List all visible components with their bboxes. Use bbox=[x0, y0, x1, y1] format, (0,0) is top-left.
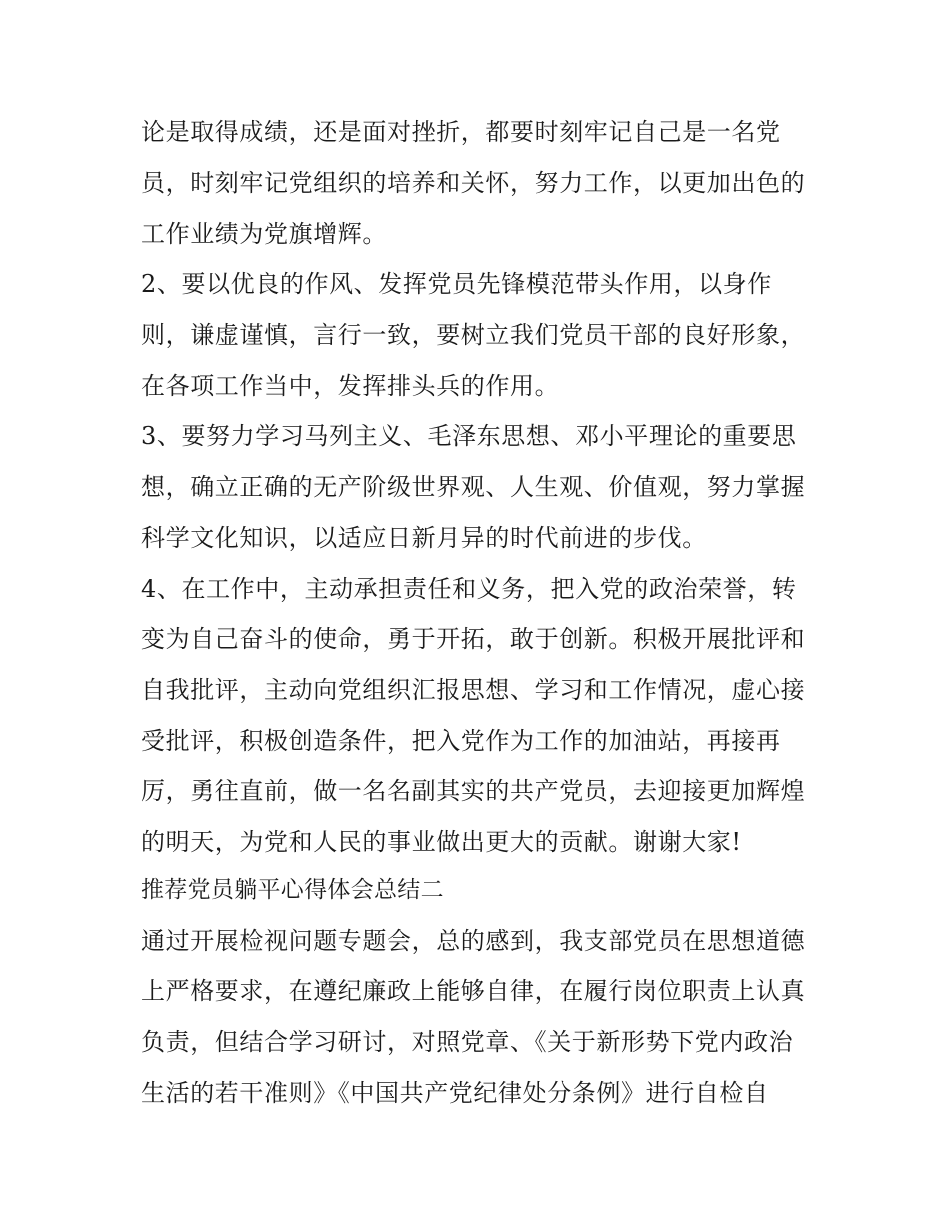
text-line: 变为自己奋斗的使命，勇于开拓，敢于创新。积极开展批评和 bbox=[141, 625, 806, 653]
text-line: 厉，勇往直前，做一名名副其实的共产党员，去迎接更加辉煌 bbox=[141, 777, 806, 805]
text-line: 通过开展检视问题专题会，总的感到，我支部党员在思想道德 bbox=[141, 927, 806, 955]
text-line: 科学文化知识，以适应日新月异的时代前进的步伐。 bbox=[141, 524, 707, 552]
text-line: 上严格要求，在遵纪廉政上能够自律，在履行岗位职责上认真 bbox=[141, 977, 806, 1005]
text-line: 4、在工作中，主动承担责任和义务，把入党的政治荣誉，转 bbox=[141, 575, 797, 603]
text-line: 受批评，积极创造条件，把入党作为工作的加油站，再接再 bbox=[141, 727, 781, 755]
text-line: 2、要以优良的作风、发挥党员先锋模范带头作用，以身作 bbox=[141, 270, 772, 298]
text-line: 在各项工作当中，发挥排头兵的作用。 bbox=[141, 372, 560, 400]
text-line: 论是取得成绩，还是面对挫折，都要时刻牢记自己是一名党 bbox=[141, 118, 781, 146]
text-line: 员，时刻牢记党组织的培养和关怀，努力工作，以更加出色的 bbox=[141, 169, 806, 197]
text-line: 工作业绩为党旗增辉。 bbox=[141, 220, 387, 248]
text-line: 的明天，为党和人民的事业做出更大的贡献。谢谢大家! bbox=[141, 828, 742, 856]
text-line: 3、要努力学习马列主义、毛泽东思想、邓小平理论的重要思 bbox=[141, 422, 797, 450]
section-heading: 推荐党员躺平心得体会总结二 bbox=[141, 877, 444, 903]
text-line: 自我批评，主动向党组织汇报思想、学习和工作情况，虚心接 bbox=[141, 676, 806, 704]
text-line: 想，确立正确的无产阶级世界观、人生观、价值观，努力掌握 bbox=[141, 473, 806, 501]
text-line: 负责，但结合学习研讨，对照党章、《关于新形势下党内政治 bbox=[141, 1028, 794, 1056]
text-line: 生活的若干准则》《中国共产党纪律处分条例》进行自检自 bbox=[141, 1079, 769, 1107]
text-line: 则，谦虚谨慎，言行一致，要树立我们党员干部的良好形象， bbox=[141, 321, 806, 349]
